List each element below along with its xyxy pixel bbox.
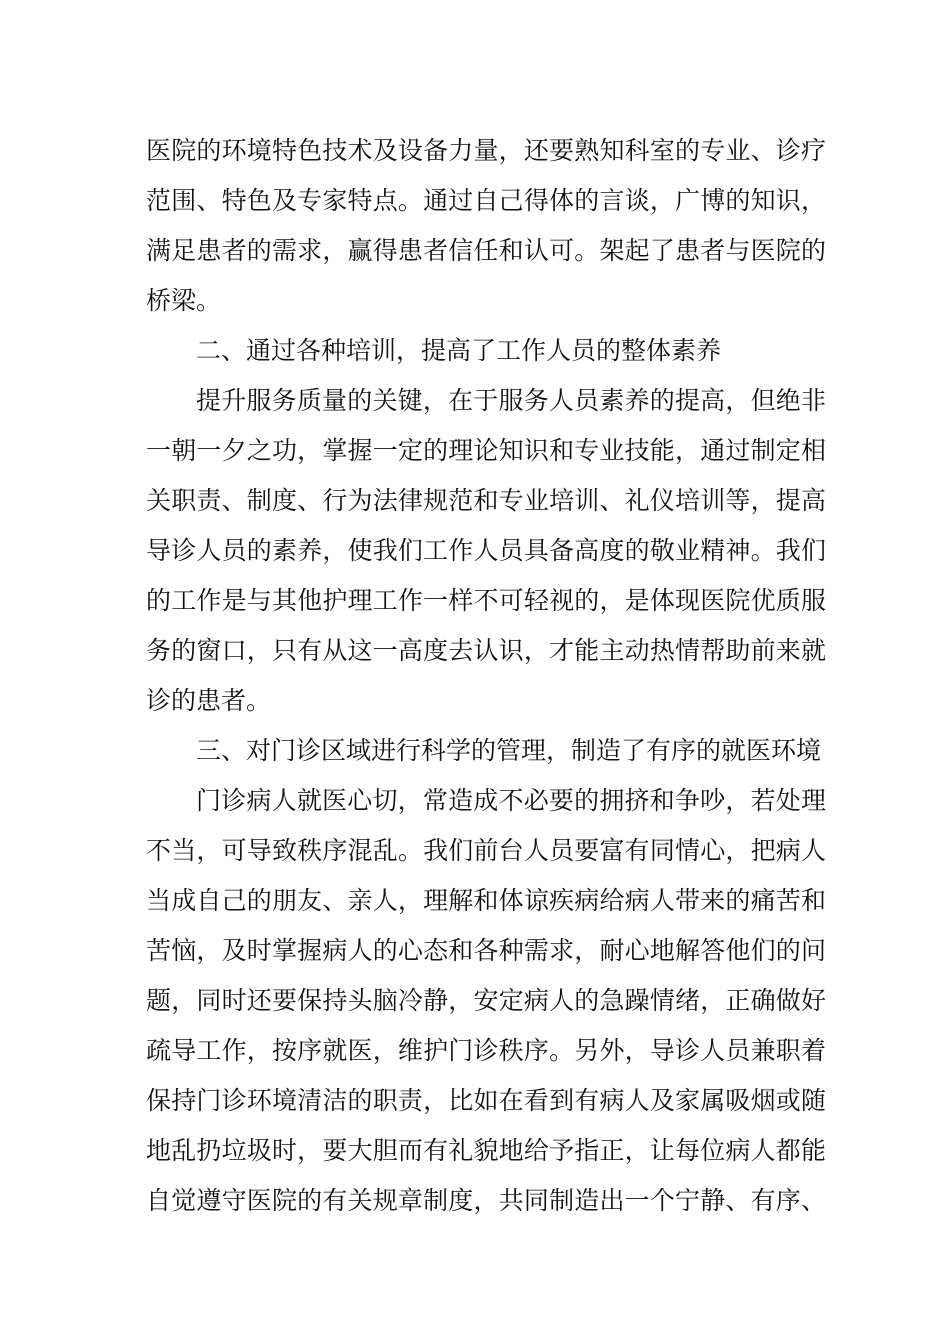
- text-line: 自觉遵守医院的有关规章制度，共同制造出一个宁静、有序、: [146, 1186, 826, 1215]
- text-line: 当成自己的朋友、亲人，理解和体谅疾病给病人带来的痛苦和: [146, 886, 826, 915]
- text-line: 地乱扔垃圾时，要大胆而有礼貌地给予指正，让每位病人都能: [146, 1136, 826, 1165]
- text-line: 提升服务质量的关键，在于服务人员素养的提高，但绝非: [196, 386, 826, 415]
- text-line: 疏导工作，按序就医，维护门诊秩序。另外，导诊人员兼职着: [146, 1036, 826, 1065]
- text-line: 务的窗口，只有从这一高度去认识，才能主动热情帮助前来就: [146, 636, 826, 665]
- text-line: 满足患者的需求，赢得患者信任和认可。架起了患者与医院的: [146, 236, 826, 265]
- text-line: 的工作是与其他护理工作一样不可轻视的，是体现医院优质服: [146, 586, 826, 615]
- text-line: 不当，可导致秩序混乱。我们前台人员要富有同情心，把病人: [146, 836, 826, 865]
- text-line: 医院的环境特色技术及设备力量，还要熟知科室的专业、诊疗: [146, 136, 826, 165]
- text-line: 范围、特色及专家特点。通过自己得体的言谈，广博的知识，: [146, 186, 826, 215]
- text-line: 关职责、制度、行为法律规范和专业培训、礼仪培训等，提高: [146, 486, 826, 515]
- section-heading: 二、通过各种培训，提高了工作人员的整体素养: [196, 336, 722, 365]
- text-line: 苦恼，及时掌握病人的心态和各种需求，耐心地解答他们的问: [146, 936, 826, 965]
- section-heading: 三、对门诊区域进行科学的管理，制造了有序的就医环境: [196, 736, 822, 765]
- text-line: 一朝一夕之功，掌握一定的理论知识和专业技能，通过制定相: [146, 436, 826, 465]
- text-line: 桥梁。: [146, 286, 222, 315]
- text-line: 诊的患者。: [146, 686, 272, 715]
- text-line: 导诊人员的素养，使我们工作人员具备高度的敬业精神。我们: [146, 536, 826, 565]
- text-line: 保持门诊环境清洁的职责，比如在看到有病人及家属吸烟或随: [146, 1086, 826, 1115]
- text-line: 门诊病人就医心切，常造成不必要的拥挤和争吵，若处理: [196, 786, 826, 815]
- text-line: 题，同时还要保持头脑冷静，安定病人的急躁情绪，正确做好: [146, 986, 826, 1015]
